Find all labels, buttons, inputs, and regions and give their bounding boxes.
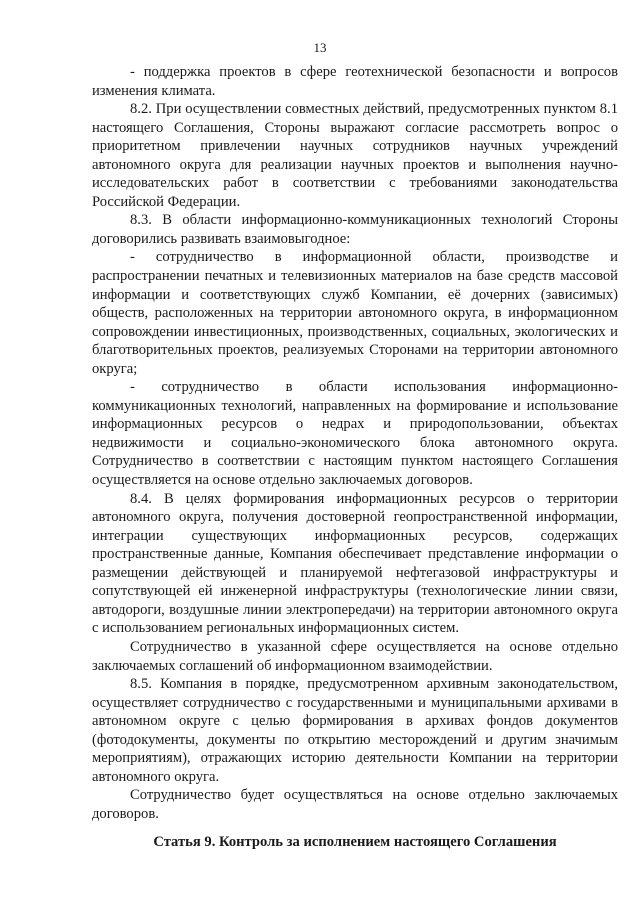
paragraph-8-2: 8.2. При осуществлении совместных действий, предусмотренных пунктом 8.1 настоящего Соглашения, Стороны выражают согласие рассмотреть вопрос о приоритетном привлечении научных сотрудников научных учреждений автономного округа для реализации научных проектов и выполнения научно-исследовательских работ в соответствии с требованиями законодательства Российской Федерации. [92,101,618,210]
paragraph-8-5-cooperation: Сотрудничество будет осуществляться на основе отдельно заключаемых договоров. [92,787,618,822]
paragraph-8-3-media: - сотрудничество в информационной области, производстве и распространении печатных и телевизионных материалов на базе средств массовой информации и соответствующих служб Компании, её дочерних (зависимых) обществ, расположенных на территории автономного округа, в информационном сопровождении инвестиционных, производственных, социальных, экологических и благотворительных проектов, реализуемых Сторонами на территории автономного округа; [92,249,618,377]
article-9-heading: Статья 9. Контроль за исполнением настоящего Соглашения [153,834,557,850]
paragraph-8-3: 8.3. В области информационно-коммуникационных технологий Стороны договорились развивать взаимовыгодное: [92,212,618,247]
document-body [92,63,618,823]
paragraph-8-3-ict: - сотрудничество в области использования информационно-коммуникационных технологий, направленных на формирование и использование информационных ресурсов о недрах и природопользовании, объектах недвижимости и социально-экономического блока автономного округа. Сотрудничество в соответствии с настоящим пунктом настоящего Соглашения осуществляется на основе отдельно заключаемых договоров. [92,379,618,489]
paragraph-8-4-cooperation: Сотрудничество в указанной сфере осуществляется на основе отдельно заключаемых соглашений об информационном взаимодействии. [92,638,618,674]
page-number: 13 [313,40,327,55]
paragraph-geotech-support: - поддержка проектов в сфере геотехнической безопасности и вопросов изменения климата. [92,64,618,99]
paragraph-8-4: 8.4. В целях формирования информационных ресурсов о территории автономного округа, получения достоверной геопространственной информации, интеграции существующих информационных ресурсов, содержащих пространственные данные, Компания обеспечивает представление информации о размещении действующей и планируемой нефтегазовой инфраструктуры и сопутствующей ей инженерной инфраструктуры (технологические линии связи, автодороги, воздушные линии электропередачи) на территории автономного округа с использованием региональных информационных систем. [92,490,618,637]
paragraph-8-5: 8.5. Компания в порядке, предусмотренном архивным законодательством, осуществляет сотрудничество с государственными и муниципальными архивами в автономном округе с целью формирования в архивах фондов документов (фотодокументы, документы по открытию месторождений и другим значимым мероприятиям), отражающих историю деятельности Компании на территории автономного округа. [92,676,618,785]
